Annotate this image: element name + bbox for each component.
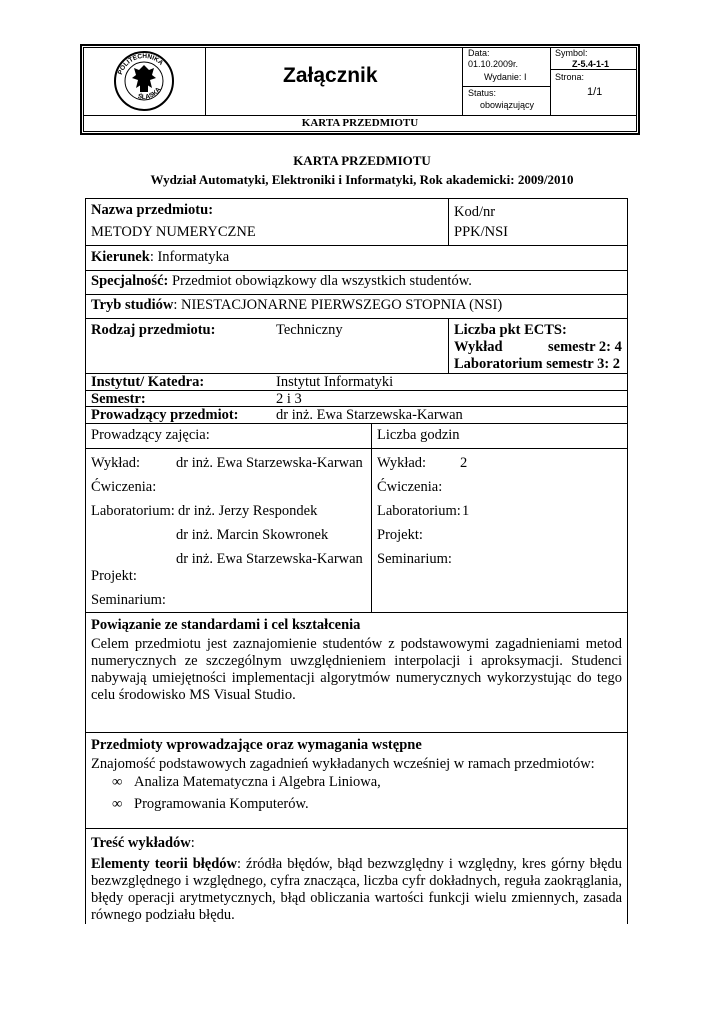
ects-lab: Laboratorium semestr 3: 2 bbox=[454, 356, 621, 372]
lecture-content-label: Treść wykładów bbox=[91, 835, 191, 851]
field-of-study-row bbox=[91, 249, 229, 266]
table-border bbox=[85, 294, 627, 295]
standards-title: Powiązanie ze standardami i cel kształcenia bbox=[91, 617, 361, 633]
hours-lecture-value: 2 bbox=[460, 455, 468, 471]
bullet-icon: ∞ bbox=[112, 774, 123, 790]
hours-label: Liczba godzin bbox=[377, 427, 460, 443]
lab-label: Laboratorium: bbox=[91, 503, 175, 519]
field-of-study-value: : Informatyka bbox=[149, 249, 230, 265]
lab-person: dr inż. Ewa Starzewska-Karwan bbox=[176, 551, 363, 567]
standards-text: Celem przedmiotu jest zaznajomienie studentów z podstawowymi zagadnieniami metod numerycznych ze szczególnym uwzględnieniem interpolacji i aproksymacji. Studenci nabywają umiejętności implementacji algorytmów numerycznych wykorzystując do tego celu środowisko MS Visual Studio. bbox=[91, 636, 622, 703]
instructors-label: Prowadzący zajęcia: bbox=[91, 427, 210, 443]
error-theory-text bbox=[91, 856, 622, 924]
table-border bbox=[448, 318, 449, 373]
status-value: obowiązujący bbox=[480, 100, 535, 110]
table-border bbox=[85, 828, 627, 829]
bullet-icon: ∞ bbox=[112, 796, 123, 812]
lecturer-value: dr inż. Ewa Starzewska-Karwan bbox=[276, 407, 463, 423]
study-mode-label: Tryb studiów bbox=[91, 297, 174, 313]
study-mode-value: : NIESTACJONARNE PIERWSZEGO STOPNIA (NSI) bbox=[173, 297, 503, 313]
table-border bbox=[85, 198, 627, 199]
table-border bbox=[448, 198, 449, 245]
prerequisite-item: Programowania Komputerów. bbox=[134, 796, 309, 812]
prerequisite-item: Analiza Matematyczna i Algebra Liniowa, bbox=[134, 774, 381, 790]
lab-person: dr inż. Jerzy Respondek bbox=[178, 503, 318, 519]
lecture-content-title bbox=[91, 835, 195, 852]
hours-lecture-label: Wykład: bbox=[377, 455, 427, 471]
status-label: Status: bbox=[468, 88, 497, 98]
semester-value: 2 i 3 bbox=[276, 391, 302, 407]
semester-label: Semestr: bbox=[91, 391, 146, 407]
specialization-label: Specjalność: bbox=[91, 273, 169, 289]
project-label: Projekt: bbox=[91, 568, 137, 584]
institute-value: Instytut Informatyki bbox=[276, 374, 394, 390]
hours-project-label: Projekt: bbox=[377, 527, 423, 543]
lecture-person: dr inż. Ewa Starzewska-Karwan bbox=[176, 455, 363, 471]
table-border bbox=[371, 423, 372, 612]
study-mode-row bbox=[91, 297, 502, 314]
prerequisites-text: Znajomość podstawowych zagadnień wykładanych wcześniej w ramach przedmiotów: bbox=[91, 756, 595, 772]
subject-name-label: Nazwa przedmiotu: bbox=[91, 202, 214, 218]
table-border bbox=[85, 732, 627, 733]
lab-person: dr inż. Marcin Skowronek bbox=[176, 527, 329, 543]
table-border bbox=[85, 198, 86, 924]
error-theory-body: : źródła błędów, błąd bezwzględny i względny, kres górny błędu bezwzględnego i względnego, cyfra znacząca, liczba cyfr dokładnych, reguła zaokrąglania, błędy operacji arytmetycznych, błąd obliczania wartości funkcji wielu zmiennych, zasada równego podziału błędu. bbox=[91, 856, 622, 923]
table-border bbox=[85, 318, 627, 319]
doc-title: KARTA PRZEDMIOTU bbox=[293, 153, 431, 168]
header-divider bbox=[550, 47, 551, 115]
code-value: PPK/NSI bbox=[454, 224, 508, 240]
ects-label: Liczba pkt ECTS: bbox=[454, 322, 567, 338]
edition-text: Wydanie: I bbox=[484, 72, 527, 82]
subject-name-value: METODY NUMERYCZNE bbox=[91, 224, 256, 240]
error-theory-label: Elementy teorii błędów bbox=[91, 856, 238, 872]
page-value: 1/1 bbox=[587, 86, 603, 98]
table-border bbox=[85, 448, 627, 449]
symbol-label: Symbol: bbox=[555, 48, 588, 58]
hours-seminar-label: Seminarium: bbox=[377, 551, 452, 567]
table-border bbox=[85, 245, 627, 246]
header-divider bbox=[205, 47, 206, 115]
page-label: Strona: bbox=[555, 72, 585, 82]
header-band: KARTA PRZEDMIOTU bbox=[301, 117, 419, 129]
date-value: 01.10.2009r. bbox=[468, 59, 519, 69]
hours-lab-label: Laboratorium: bbox=[377, 503, 461, 519]
lecture-label: Wykład: bbox=[91, 455, 141, 471]
svg-text:ŚLĄSKA: ŚLĄSKA bbox=[137, 86, 163, 101]
university-logo bbox=[112, 50, 176, 112]
code-label: Kod/nr bbox=[454, 204, 496, 220]
hours-lab-value: 1 bbox=[462, 503, 470, 519]
header-divider bbox=[462, 47, 463, 115]
subject-type-value: Techniczny bbox=[276, 322, 343, 338]
svg-text:POLITECHNIKA: POLITECHNIKA bbox=[117, 52, 165, 76]
seminar-label: Seminarium: bbox=[91, 592, 166, 608]
lecture-content-colon: : bbox=[190, 835, 195, 851]
symbol-value: Z-5.4-1-1 bbox=[572, 59, 610, 69]
prerequisites-title: Przedmioty wprowadzające oraz wymagania wstępne bbox=[91, 737, 422, 753]
specialization-value: Przedmiot obowiązkowy dla wszystkich studentów. bbox=[168, 273, 472, 289]
ects-lecture-label: Wykład bbox=[454, 339, 503, 355]
header-divider bbox=[83, 115, 637, 116]
field-of-study-label: Kierunek bbox=[91, 249, 150, 265]
institute-label: Instytut/ Katedra: bbox=[91, 374, 205, 390]
subject-type-label: Rodzaj przedmiotu: bbox=[91, 322, 216, 338]
specialization-row bbox=[91, 273, 472, 290]
table-border bbox=[627, 198, 628, 924]
table-border bbox=[85, 270, 627, 271]
date-label: Data: bbox=[468, 48, 490, 58]
doc-subtitle: Wydział Automatyki, Elektroniki i Informatyki, Rok akademicki: 2009/2010 bbox=[150, 172, 574, 187]
header-divider bbox=[462, 86, 550, 87]
hours-exercises-label: Ćwiczenia: bbox=[377, 479, 443, 495]
table-border bbox=[85, 612, 627, 613]
exercises-label: Ćwiczenia: bbox=[91, 479, 157, 495]
ects-lecture-value: semestr 2: 4 bbox=[548, 339, 622, 355]
lecturer-label: Prowadzący przedmiot: bbox=[91, 407, 239, 423]
header-title: Załącznik bbox=[283, 64, 378, 87]
